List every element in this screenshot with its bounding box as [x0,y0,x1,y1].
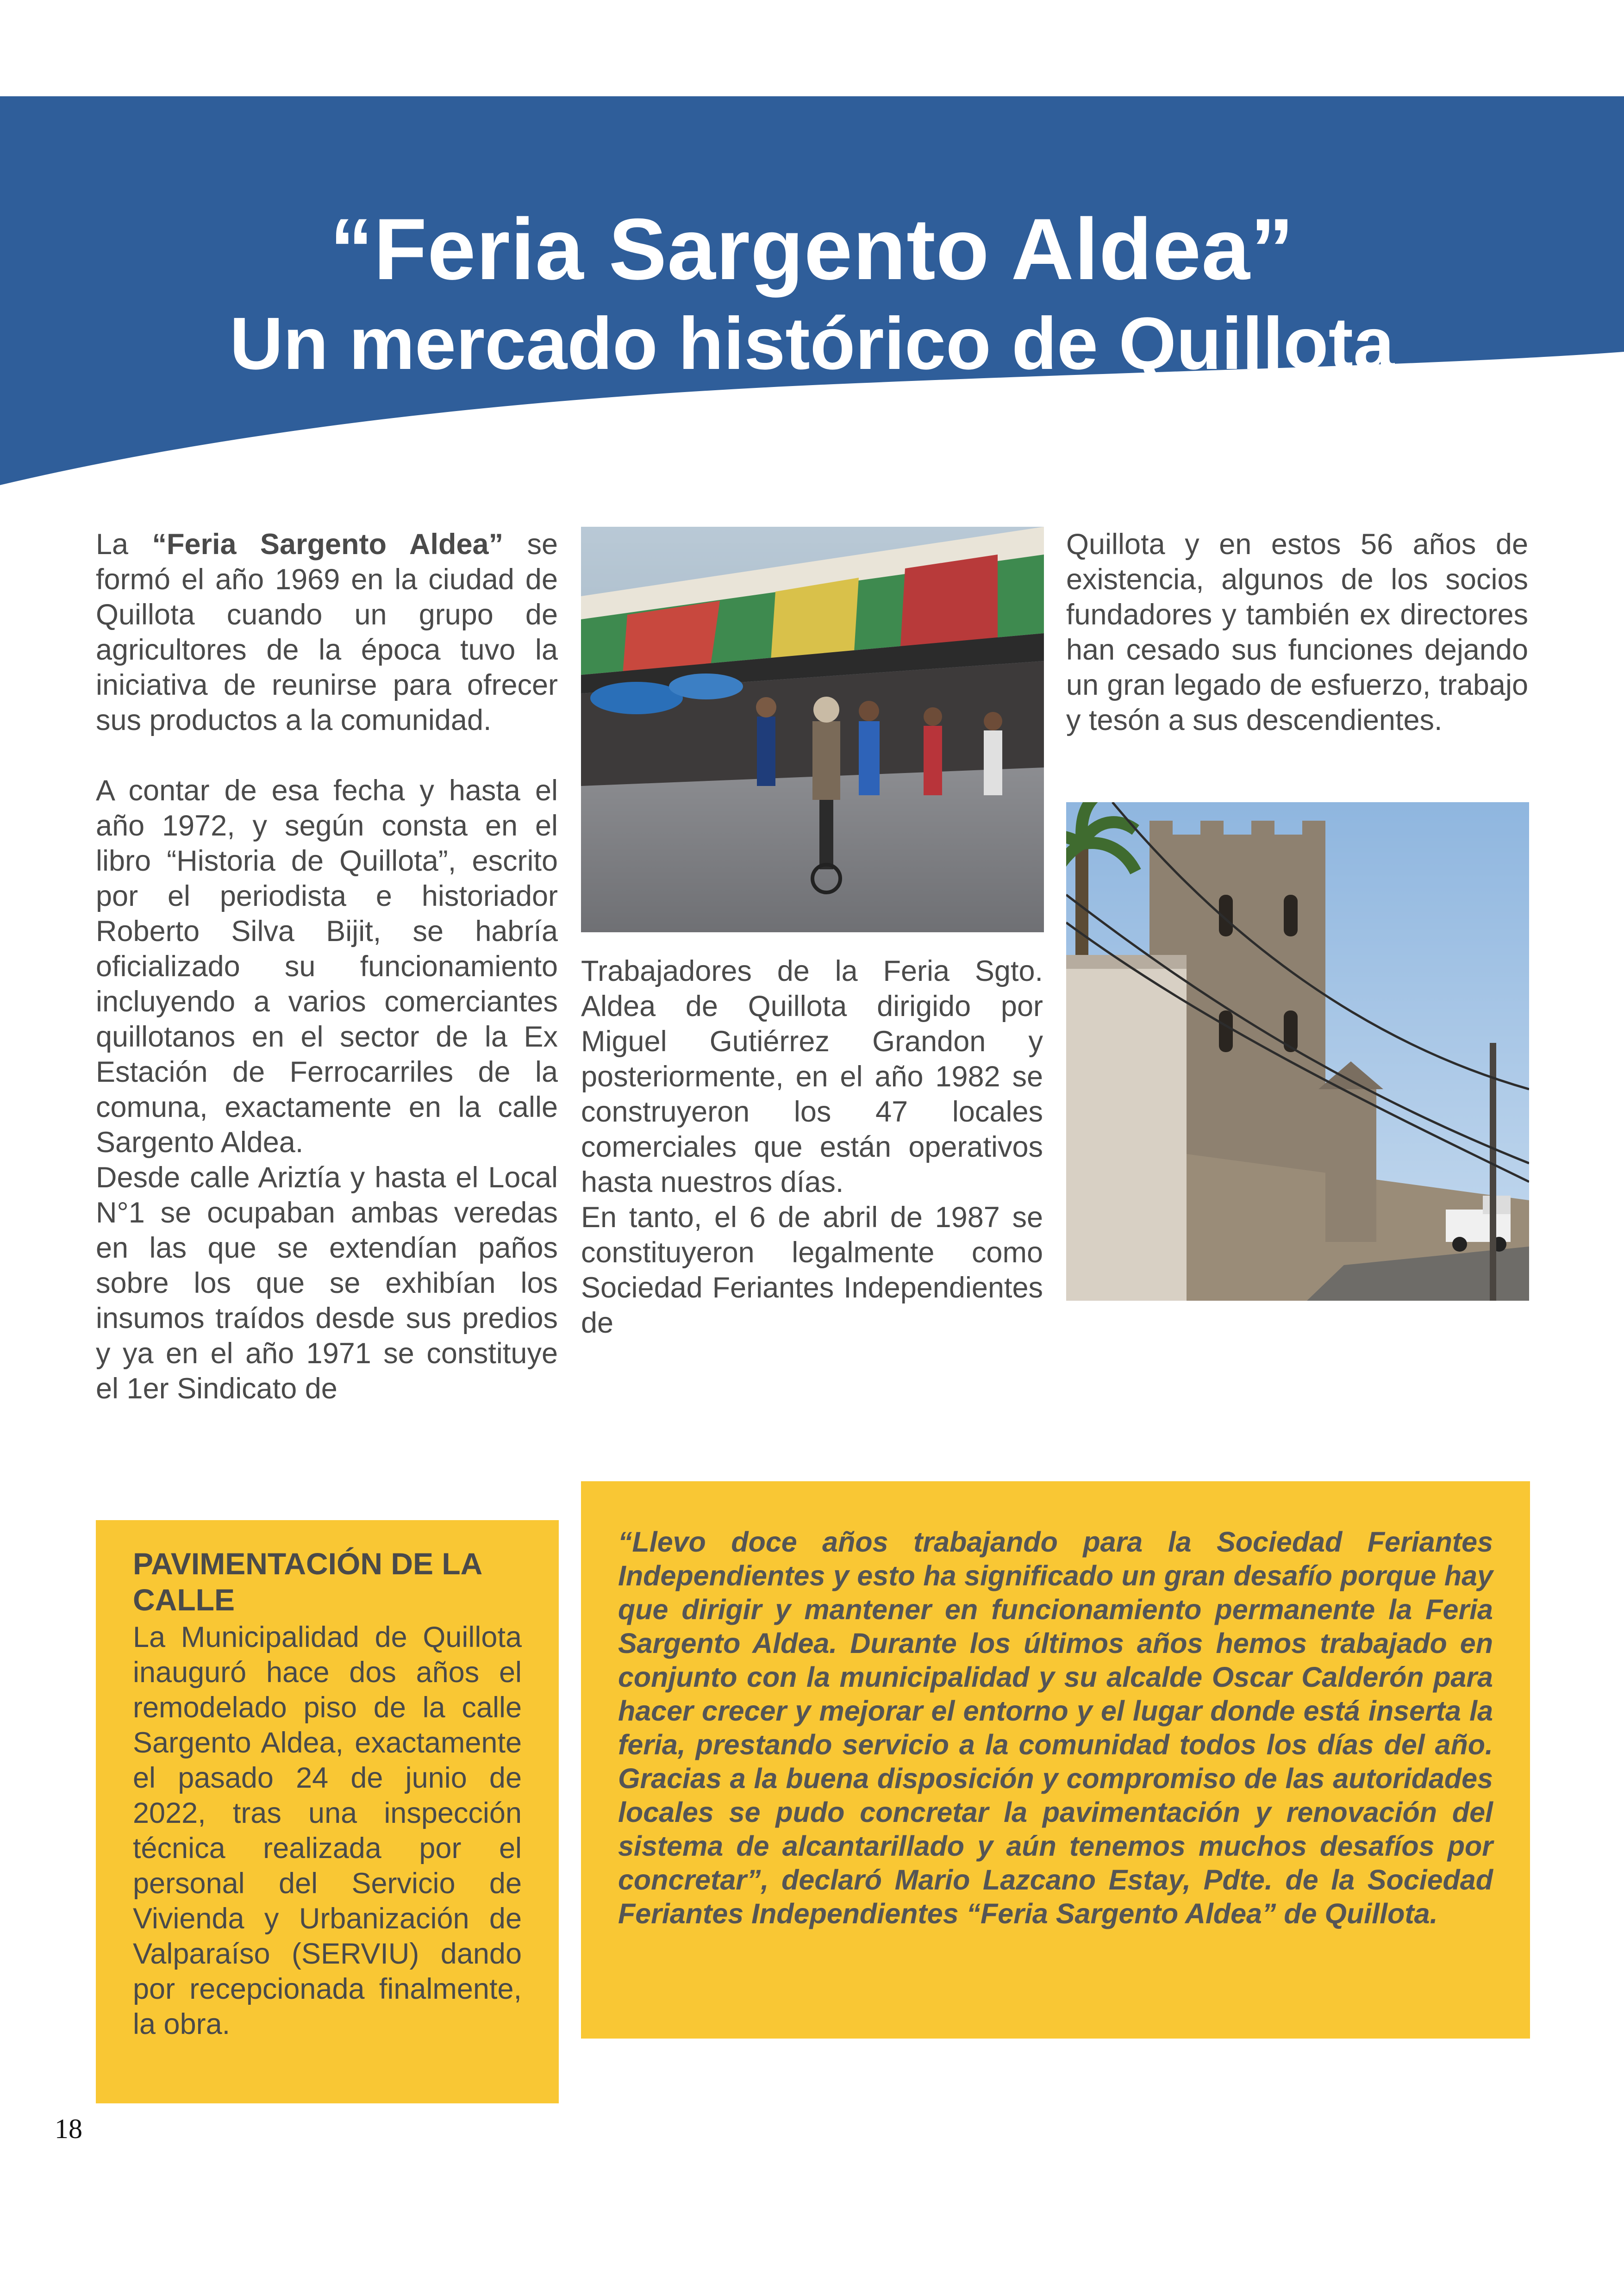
paragraph-sociedad: En tanto, el 6 de abril de 1987 se constituyeron legalmente como Sociedad Feriantes Independientes de [581,1201,1043,1339]
paragraph-history: A contar de esa fecha y hasta el año 1972, y según consta en el libro “Historia de Quillota”, escrito por el periodista e historiador Roberto Silva Bijit, se habría oficializado su funcionamiento incluyendo a varios comerciantes quillotanos en el sector de la Ex Estación de Ferrocarriles de la comuna, exactamente en la calle Sargento Aldea. [96,774,558,1159]
article-subtitle: Un mercado histórico de Quillota [230,302,1394,385]
article-column-1 [96,527,558,1406]
article-column-3 [1066,527,1528,738]
pavimentacion-box [96,1520,559,2103]
paragraph-sindicato: Trabajadores de la Feria Sgto. Aldea de Quillota dirigido por Miguel Gutiérrez Grandon y posteriormente, en el año 1982 se construyeron los 47 locales comerciales que están operativos hasta nuestros días. [581,955,1043,1198]
pavimentacion-heading: PAVIMENTACIÓN DE LA CALLE [133,1547,481,1617]
quote-text: “Llevo doce años trabajando para la Sociedad Feriantes Independientes y esto ha significado un gran desafío porque hay que dirigir y mantener en funcionamiento permanente la Feria Sargento Aldea. Durante los últimos años hemos trabajado en conjunto con la municipalidad y su alcalde Oscar Calderón para hacer crecer y mejorar el entorno y el lugar donde está inserta la feria, prestando servicio a la comunidad todos los días del año. Gracias a la buena disposición y compromiso de las autoridades locales se pudo concretar la pavimentación y renovación del sistema de alcantarillado y aún tenemos muchos desafíos por concretar”, declaró Mario Lazcano Estay, Pdte. de la Sociedad Feriantes Independientes “Feria Sargento Aldea” de Quillota. [618,1526,1493,1929]
paragraph-veredas: Desde calle Ariztía y hasta el Local N°1 se ocupaban ambas veredas en las que se extendían paños sobre los que se exhibían los insumos traídos desde sus predios y ya en el año 1971 se constituye el 1er Sindicato de [96,1161,558,1405]
stone-tower-photo [1066,802,1529,1301]
article-title: “Feria Sargento Aldea” [330,200,1294,298]
article-column-2 [581,954,1043,1341]
feria-name-bold: “Feria Sargento Aldea” [152,528,504,561]
page-number: 18 [55,2114,82,2144]
paragraph-legado: Quillota y en estos 56 años de existencia, algunos de los socios fundadores y también ex directores han cesado sus funciones dejando un gran legado de esfuerzo, trabajo y tesón a sus descendientes. [1066,528,1528,736]
intro-lead: La [96,528,152,561]
market-street-photo [581,527,1044,932]
intro-rest: se formó el año 1969 en la ciudad de Quillota cuando un grupo de agricultores de la época tuvo la iniciativa de reunirse para ofrecer sus productos a la comunidad. [96,528,558,736]
stone-tower-image [1066,802,1529,1301]
pavimentacion-text: La Municipalidad de Quillota inauguró hace dos años el remodelado piso de la calle Sargento Aldea, exactamente el pasado 24 de junio de 2022, tras una inspección técnica realizada por el personal del Servicio de Vivienda y Urbanización de Valparaíso (SERVIU) dando por recepcionada finalmente, la obra. [133,1621,522,2040]
market-street-image [581,527,1044,932]
quote-box [581,1481,1530,2039]
paragraph-intro [96,527,558,738]
header-banner [0,0,1624,491]
